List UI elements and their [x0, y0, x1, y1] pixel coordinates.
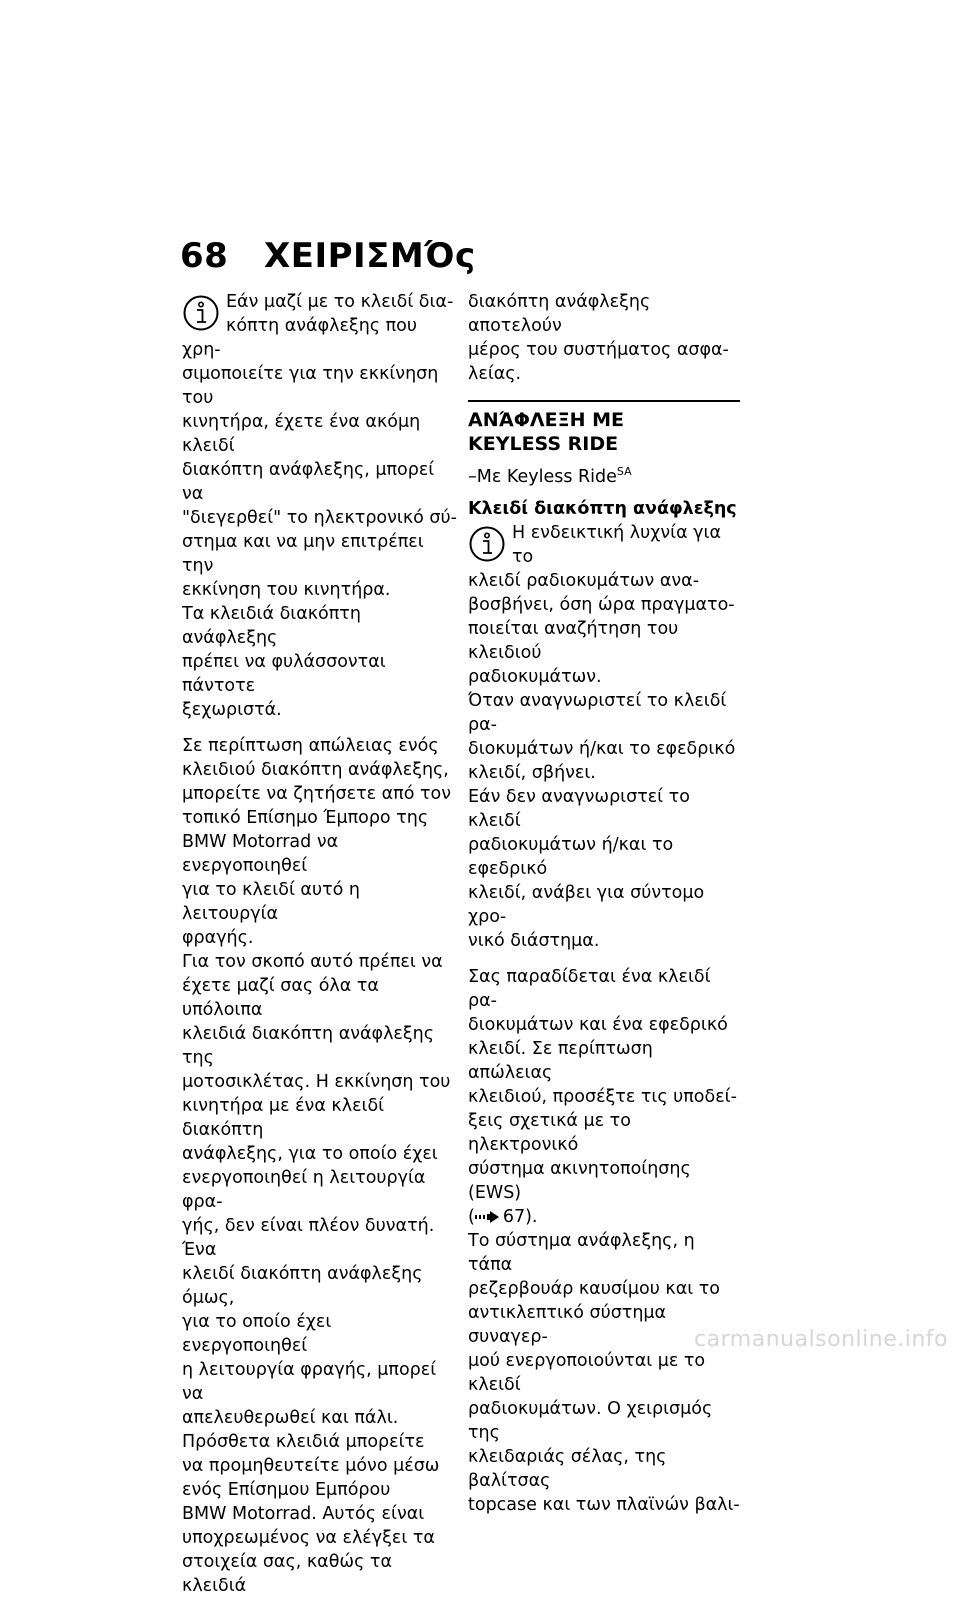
- text-line: ανάφλεξης, για το οποίο έχει: [182, 1144, 438, 1164]
- text-line: κλειδί, σβήνει.: [468, 763, 596, 783]
- text-line: κλειδιού διακόπτη ανάφλεξης,: [182, 760, 449, 780]
- text-line: Τα κλειδιά διακόπτη ανάφλεξης: [182, 604, 361, 648]
- text-line: στοιχεία σας, καθώς τα κλειδιά: [182, 1552, 392, 1596]
- info-note: [182, 290, 460, 722]
- special-equipment-line: [468, 460, 740, 489]
- text-line: έχετε μαζί σας όλα τα υπόλοιπα: [182, 976, 379, 1020]
- text-line: μέρος του συστήματος ασφα-: [468, 340, 729, 360]
- text-line: ξεχωριστά.: [182, 700, 282, 720]
- text-line: Το σύστημα ανάφλεξης, η τάπα: [468, 1231, 695, 1275]
- text-line: η λειτουργία φραγής, μπορεί να: [182, 1360, 437, 1404]
- text-line: ρεζερβουάρ καυσίμου και το: [468, 1279, 720, 1299]
- text-line: Πρόσθετα κλειδιά μπορείτε: [182, 1432, 425, 1452]
- text-line: μπορείτε να ζητήσετε από τον: [182, 784, 452, 804]
- page-number: 68: [180, 236, 229, 276]
- text-line: λείας.: [468, 364, 522, 384]
- text-line: κινητήρα με ένα κλειδί διακόπτη: [182, 1096, 385, 1140]
- text-line: αντικλεπτικό σύστημα συναγερ-: [468, 1303, 667, 1347]
- text-line: διοκυμάτων ή/και το εφεδρικό: [468, 739, 736, 759]
- text-line: κλειδί, ανάβει για σύντομο χρο-: [468, 883, 705, 927]
- text-line: KEYLESS RIDE: [468, 433, 619, 455]
- text-line: Η ενδεικτική λυχνία για το: [512, 523, 721, 567]
- text-line: τοπικό Επίσημο Έμπορο της: [182, 808, 429, 828]
- text-line: Εάν μαζί με το κλειδί δια-: [226, 292, 454, 312]
- body-text-b: [468, 1229, 740, 1517]
- info-note-right: [468, 521, 740, 953]
- text-line: βοσβήνει, όση ώρα πραγματο-: [468, 595, 735, 615]
- text-line: να προμηθευτείτε μόνο μέσω: [182, 1456, 440, 1476]
- text-line: κόπτη ανάφλεξης που χρη-: [182, 316, 418, 360]
- text-line: ξεις σχετικά με το ηλεκτρονικό: [468, 1111, 631, 1155]
- text-line: γής, δεν είναι πλέον δυνατή. Ένα: [182, 1216, 435, 1260]
- text-line: BMW Motorrad να ενεργοποιηθεί: [182, 832, 339, 876]
- text-line: σιμοποιείτε για την εκκίνηση του: [182, 364, 439, 408]
- text-line: κλειδί ραδιοκυμάτων ανα-: [468, 571, 700, 591]
- text-line: απελευθερωθεί και πάλι.: [182, 1408, 399, 1428]
- info-icon: [182, 294, 220, 332]
- section-title: [468, 408, 740, 456]
- text-line: σύστημα ακινητοποίησης (EWS): [468, 1159, 691, 1203]
- text-line: ενός Επίσημου Εμπόρου: [182, 1480, 391, 1500]
- cross-reference: [468, 1205, 740, 1229]
- text-line: μού ενεργοποιούνται με το κλειδί: [468, 1351, 706, 1395]
- subsection-title: Κλειδί διακόπτη ανάφλεξης: [468, 499, 737, 519]
- text-line: μοτοσικλέτας. Η εκκίνηση του: [182, 1072, 451, 1092]
- text-line: Σε περίπτωση απώλειας ενός: [182, 736, 439, 756]
- text-line: κλειδιά διακόπτη ανάφλεξης της: [182, 1024, 435, 1068]
- text-line: ποιείται αναζήτηση του κλειδιού: [468, 619, 679, 663]
- text-line: διοκυμάτων και ένα εφεδρικό: [468, 1015, 728, 1035]
- text-line: εκκίνηση του κινητήρα.: [182, 580, 391, 600]
- intro-text: [468, 290, 740, 386]
- text-line: Για τον σκοπό αυτό πρέπει να: [182, 952, 443, 972]
- text-line: κλειδί διακόπτη ανάφλεξης όμως,: [182, 1264, 423, 1308]
- text-line: ραδιοκυμάτων.: [468, 667, 602, 687]
- text-line: υποχρεωμένος να ελέγξει τα: [182, 1528, 435, 1548]
- text-line: κλειδί. Σε περίπτωση απώλειας: [468, 1039, 653, 1083]
- info-icon: [468, 525, 506, 563]
- page-header: [180, 236, 476, 276]
- text-line: Εάν δεν αναγνωριστεί το κλειδί: [468, 787, 690, 831]
- text-line: topcase και των πλαϊνών βαλι-: [468, 1495, 740, 1515]
- text-line: διακόπτη ανάφλεξης αποτελούν: [468, 292, 651, 336]
- text-line: για το οποίο έχει ενεργοποιηθεί: [182, 1312, 332, 1356]
- text-line: κλειδαριάς σέλας, της βαλίτσας: [468, 1447, 667, 1491]
- text-line: ενεργοποιηθεί η λειτουργία φρα-: [182, 1168, 426, 1212]
- watermark: carmanualsonline.info: [694, 1327, 948, 1352]
- text-line: ΑΝΆΦΛΕΞΗ ΜΕ: [468, 409, 624, 431]
- text-line: πρέπει να φυλάσσονται πάντοτε: [182, 652, 386, 696]
- text-line: κλειδιού, προσέξτε τις υποδεί-: [468, 1087, 737, 1107]
- text-line: Σας παραδίδεται ένα κλειδί ρα-: [468, 967, 711, 1011]
- text-line: κινητήρα, έχετε ένα ακόμη κλειδί: [182, 412, 421, 456]
- text-line: ραδιοκυμάτων ή/και το εφεδρικό: [468, 835, 674, 879]
- text-line: BMW Motorrad. Αυτός είναι: [182, 1504, 425, 1524]
- text-line: διακόπτη ανάφλεξης, μπορεί να: [182, 460, 435, 504]
- sa-text: –Με Keyless Ride: [468, 467, 617, 487]
- sa-superscript: SA: [616, 465, 632, 478]
- page-reference-arrow-icon: [475, 1211, 499, 1223]
- ref-page: 67).: [502, 1207, 538, 1227]
- text-line: στημα και να μην επιτρέπει την: [182, 532, 424, 576]
- text-line: για το κλειδί αυτό η λειτουργία: [182, 880, 360, 924]
- left-body-text: [182, 734, 460, 1598]
- text-line: ραδιοκυμάτων. Ο χειρισμός της: [468, 1399, 713, 1443]
- ref-open: (: [468, 1207, 475, 1227]
- chapter-title: ΧΕΙΡΙΣΜΌς: [264, 236, 476, 276]
- body-text-a: [468, 965, 740, 1205]
- text-line: "διεγερθεί" το ηλεκτρονικό σύ-: [182, 508, 457, 528]
- left-column: [182, 290, 460, 1598]
- text-line: Όταν αναγνωριστεί το κλειδί ρα-: [468, 691, 727, 735]
- text-line: νικό διάστημα.: [468, 931, 600, 951]
- text-line: φραγής.: [182, 928, 254, 948]
- section-divider: [468, 400, 740, 402]
